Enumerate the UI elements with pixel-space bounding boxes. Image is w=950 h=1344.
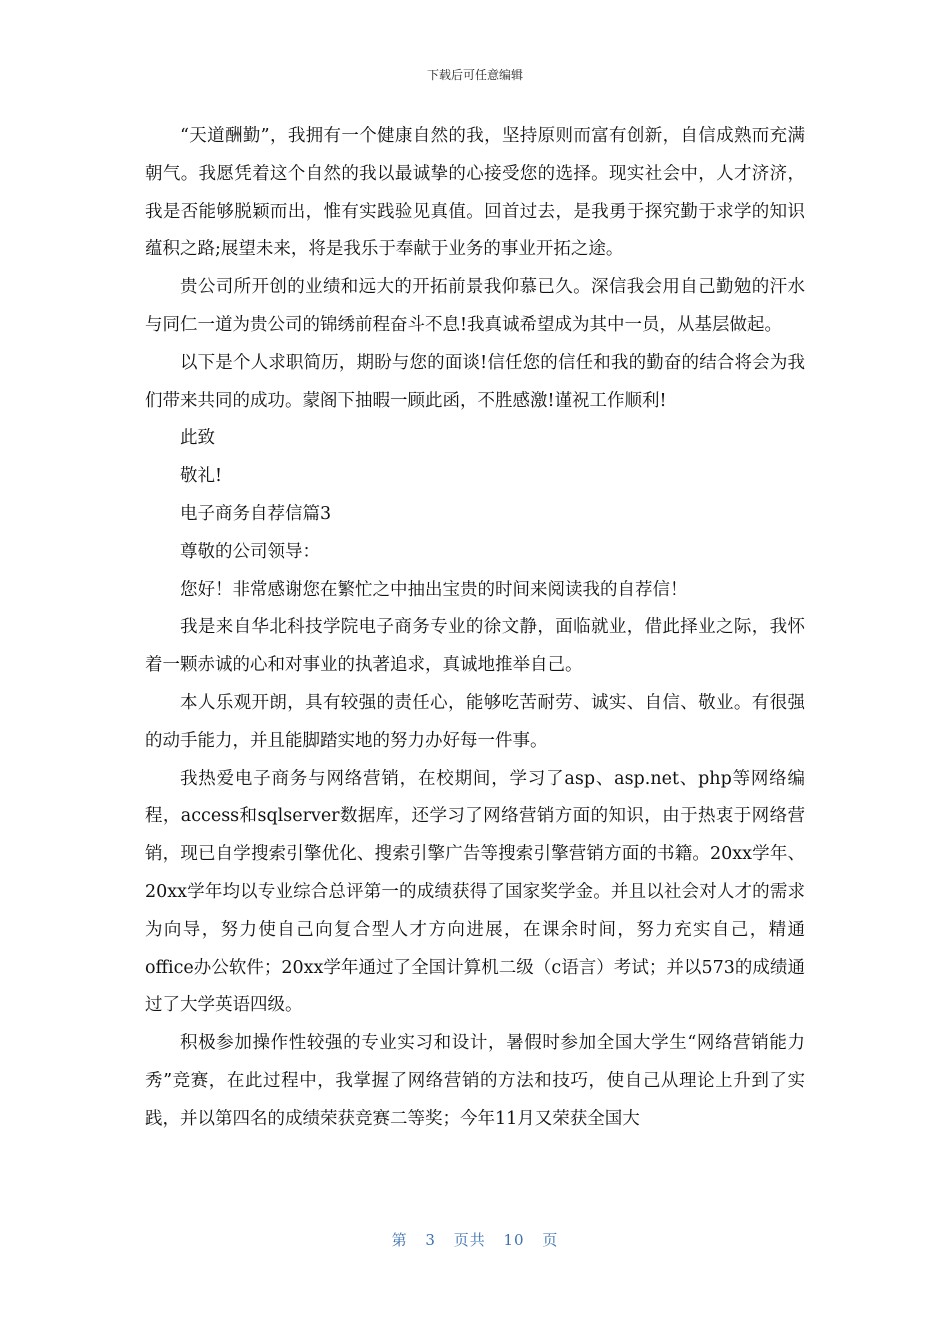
header-note: 下载后可任意编辑: [426, 68, 523, 82]
paragraph: 我热爱电子商务与网络营销，在校期间，学习了asp、asp.net、php等网络编程，access和sqlserver数据库，还学习了网络营销方面的知识，由于热衷于网络营销，现已自学搜索引擎优化、搜索引擎广告等搜索引擎营销方面的书籍。20xx学年、20xx学年均以专业综合总评第一的成绩获得了国家奖学金。并且以社会对人才的需求为向导，努力使自己向复合型人才方向进展，在课余时间，努力充实自己，精通office办公软件；20xx学年通过了全国计算机二级（c语言）考试；并以573的成绩通过了大学英语四级。: [145, 768, 805, 1016]
paragraph: 以下是个人求职简历，期盼与您的面谈!信任您的信任和我的勤奋的结合将会为我们带来共同的成功。蒙阁下抽暇一顾此函，不胜感激!谨祝工作顺利!: [145, 352, 805, 411]
footer-prefix: 第: [391, 1231, 408, 1249]
letter-body: [145, 118, 805, 1139]
paragraph: 我是来自华北科技学院电子商务专业的徐文静，面临就业，借此择业之际，我怀着一颗赤诚的心和对事业的执著追求，真诚地推举自己。: [145, 617, 805, 676]
paragraph: “天道酬勤”，我拥有一个健康自然的我，坚持原则而富有创新，自信成熟而充满朝气。我愿凭着这个自然的我以最诚挚的心接受您的选择。现实社会中，人才济济，我是否能够脱颖而出，惟有实践验见真值。回首过去，是我勇于探究勤于求学的知识蕴积之路;展望未来，将是我乐于奉献于业务的事业开拓之途。: [145, 126, 805, 260]
section-title: 电子商务自荐信篇3: [180, 503, 332, 524]
closing-regards: 敬礼!: [180, 466, 223, 487]
paragraph: 本人乐观开朗，具有较强的责任心，能够吃苦耐劳、诚实、自信、敬业。有很强的动手能力，并且能脚踏实地的努力办好每一件事。: [145, 692, 805, 751]
footer-current-page: 3: [425, 1231, 436, 1249]
paragraph: 贵公司所开创的业绩和远大的开拓前景我仰慕已久。深信我会用自己勤勉的汗水与同仁一道为贵公司的锦绣前程奋斗不息!我真诚希望成为其中一员，从基层做起。: [145, 277, 805, 335]
footer-suffix: 页: [542, 1231, 559, 1249]
closing-salutation: 此致: [180, 428, 215, 449]
paragraph: 您好！非常感谢您在繁忙之中抽出宝贵的时间来阅读我的自荐信！: [180, 579, 688, 600]
greeting: 尊敬的公司领导：: [180, 541, 320, 562]
footer-total-pages: 10: [503, 1231, 525, 1249]
page-footer: [0, 1229, 950, 1250]
footer-middle: 页共: [453, 1231, 486, 1249]
paragraph: 积极参加操作性较强的专业实习和设计，暑假时参加全国大学生“网络营销能力秀”竞赛，在此过程中，我掌握了网络营销的方法和技巧，使自己从理论上升到了实践，并以第四名的成绩荣获竞赛二等奖；今年11月又荣获全国大: [145, 1033, 805, 1129]
